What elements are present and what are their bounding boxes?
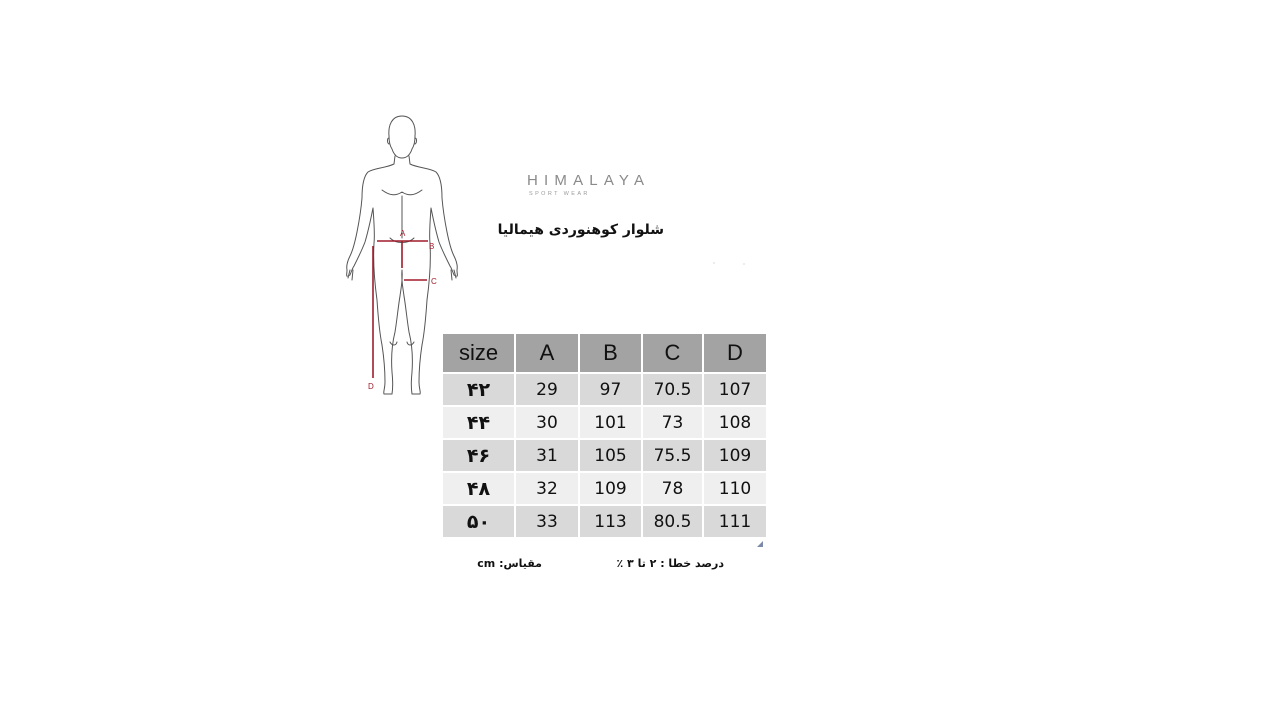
- size-cell: ۴۶: [442, 439, 515, 472]
- table-row: [442, 472, 767, 505]
- size-cell: ۵۰: [442, 505, 515, 538]
- size-chart-table: [441, 332, 768, 539]
- cell-d: 110: [703, 472, 767, 505]
- product-title: شلوار کوهنوردی هیمالیا: [497, 222, 664, 238]
- table-header-row: [442, 333, 767, 373]
- table-row: [442, 373, 767, 406]
- header-d: D: [703, 333, 767, 373]
- cell-a: 33: [515, 505, 579, 538]
- table-row: [442, 406, 767, 439]
- table-resize-corner-icon: [757, 541, 763, 547]
- cell-d: 108: [703, 406, 767, 439]
- brand-logo: [527, 172, 687, 200]
- table-row: [442, 439, 767, 472]
- cell-d: 107: [703, 373, 767, 406]
- label-d: D: [368, 382, 374, 391]
- size-cell: ۴۴: [442, 406, 515, 439]
- label-c: C: [431, 277, 437, 286]
- cell-d: 109: [703, 439, 767, 472]
- label-b: B: [429, 242, 435, 251]
- label-a: A: [400, 229, 406, 238]
- header-c: C: [642, 333, 703, 373]
- measurement-lines: [373, 241, 428, 378]
- decorative-dots-icon: [710, 258, 750, 268]
- cell-b: 101: [579, 406, 642, 439]
- header-size: size: [442, 333, 515, 373]
- cell-a: 31: [515, 439, 579, 472]
- cell-b: 105: [579, 439, 642, 472]
- size-cell: ۴۲: [442, 373, 515, 406]
- header-a: A: [515, 333, 579, 373]
- cell-c: 75.5: [642, 439, 703, 472]
- cell-b: 97: [579, 373, 642, 406]
- logo-word: HIMALAYA: [527, 172, 651, 189]
- cell-a: 32: [515, 472, 579, 505]
- cell-a: 29: [515, 373, 579, 406]
- logo-tagline: SPORT WEAR: [529, 191, 590, 197]
- cell-c: 70.5: [642, 373, 703, 406]
- cell-b: 113: [579, 505, 642, 538]
- cell-b: 109: [579, 472, 642, 505]
- size-cell: ۴۸: [442, 472, 515, 505]
- cell-c: 80.5: [642, 505, 703, 538]
- table-row: [442, 505, 767, 538]
- scale-note: مقیاس: cm: [477, 557, 542, 570]
- cell-c: 73: [642, 406, 703, 439]
- cell-d: 111: [703, 505, 767, 538]
- header-b: B: [579, 333, 642, 373]
- cell-a: 30: [515, 406, 579, 439]
- error-margin-note: درصد خطا : ۲ تا ۳ ٪: [616, 557, 724, 570]
- cell-c: 78: [642, 472, 703, 505]
